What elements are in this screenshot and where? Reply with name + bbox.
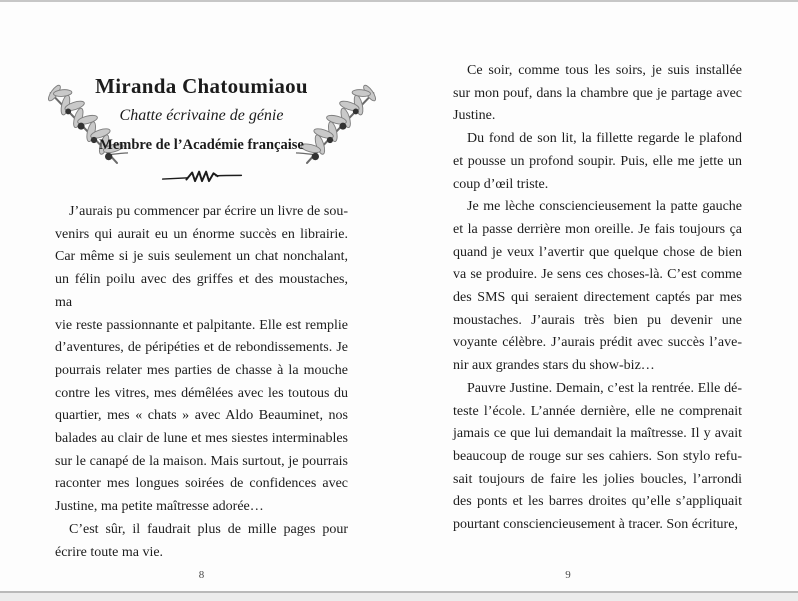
text-line: teste l’école. L’année dernière, elle ne comprenait [453,403,742,419]
paragraph [55,519,348,564]
text-line: d’aventures, de péripéties et de rebondissements. Je [55,340,348,356]
left-page-text [55,201,348,564]
text-line: écrire toute ma vie. [55,544,164,560]
text-line: Justine. [453,108,496,124]
text-line: venirs qui aurait eu un énorme succès en librairie. [55,226,348,242]
text-line: Pauvre Justine. Demain, c’est la rentrée. Elle dé- [467,380,742,396]
author-name: Miranda Chatoumiaou [95,74,308,98]
text-line: sur mon pouf, dans la chambre que je partage avec [453,85,742,101]
author-affiliation: Membre de l’Académie française [99,137,304,153]
section-divider [55,167,348,192]
text-line: Justine, ma petite maîtresse adorée… [55,499,264,515]
text-line: moustaches. J’aurais très bien pu devenir une [453,312,742,328]
text-line: beaucoup de rouge sur ses cahiers. Son stylo refu- [453,448,742,464]
text-line: Du fond de son lit, la fillette regarde le plafond [467,131,742,147]
text-line: pourrais relater mes parties de chasse à la mouche [55,362,348,378]
left-page-number: 8 [198,569,205,581]
text-line: balades au clair de lune et mes siestes interminables [55,431,348,447]
text-line: un félin poilu avec des griffes et des moustaches, ma [55,272,348,310]
text-line: sait toujours de faire les jolies boucles, l’arrondi [453,471,742,487]
text-line: des ponts et les barres droites qu’elle s’appliquait [453,494,742,510]
text-line: Ce soir, comme tous les soirs, je suis installée [467,63,742,78]
scan-top-edge [0,0,798,2]
text-line: va se produire. Je sens ces choses-là. C’est comme [453,267,742,283]
text-line: vie reste passionnante et palpitante. Elle est remplie [55,317,348,333]
scan-bottom-strip [0,593,798,601]
text-line: et la passe derrière mon oreille. Je fais toujours ça [453,221,742,237]
text-line: Car même si je suis seulement un chat nonchalant, [55,249,348,265]
knot-flourish-icon [161,167,243,187]
paragraph [453,378,742,537]
text-line: nir aux grandes stars du show-biz… [453,358,655,374]
text-line: voyante célèbre. J’aurais prédit avec succès l’ave- [453,335,742,351]
text-line: raconter mes longues soirées de confidences avec [55,476,348,492]
paragraph [453,128,742,196]
text-line: sur le canapé de la maison. Mais surtout, je pourrais [55,453,348,469]
text-line: C’est sûr, il faudrait plus de mille pages pour [69,521,348,537]
right-page-text [453,60,742,537]
text-line: coup d’œil triste. [453,176,549,192]
text-line: jamais ce que lui demandait la maîtresse. Il y avait [453,426,742,442]
text-line: contre les vitres, mes démêlées avec les toutous du [55,385,348,401]
text-line: pourtant consciencieusement à tracer. Son écriture, [453,517,738,533]
text-line: Je me lèche consciencieusement la patte gauche [467,199,742,215]
text-line: quand je veux l’avertir que quelque chose de bien [453,244,742,260]
paragraph [453,196,742,378]
paragraph [55,201,348,519]
text-line: J’aurais pu commencer par écrire un livre de sou- [69,204,348,219]
paragraph [453,60,742,128]
text-line: des SMS qui seraient directement captés par mes [453,290,742,306]
right-page-number: 9 [565,569,571,581]
text-line: quartier, mes « chats » avec Aldo Beauminet, nos [55,408,348,424]
author-subtitle: Chatte écrivaine de génie [119,107,284,124]
text-line: et pousse un profond soupir. Puis, elle me jette un [453,153,742,169]
